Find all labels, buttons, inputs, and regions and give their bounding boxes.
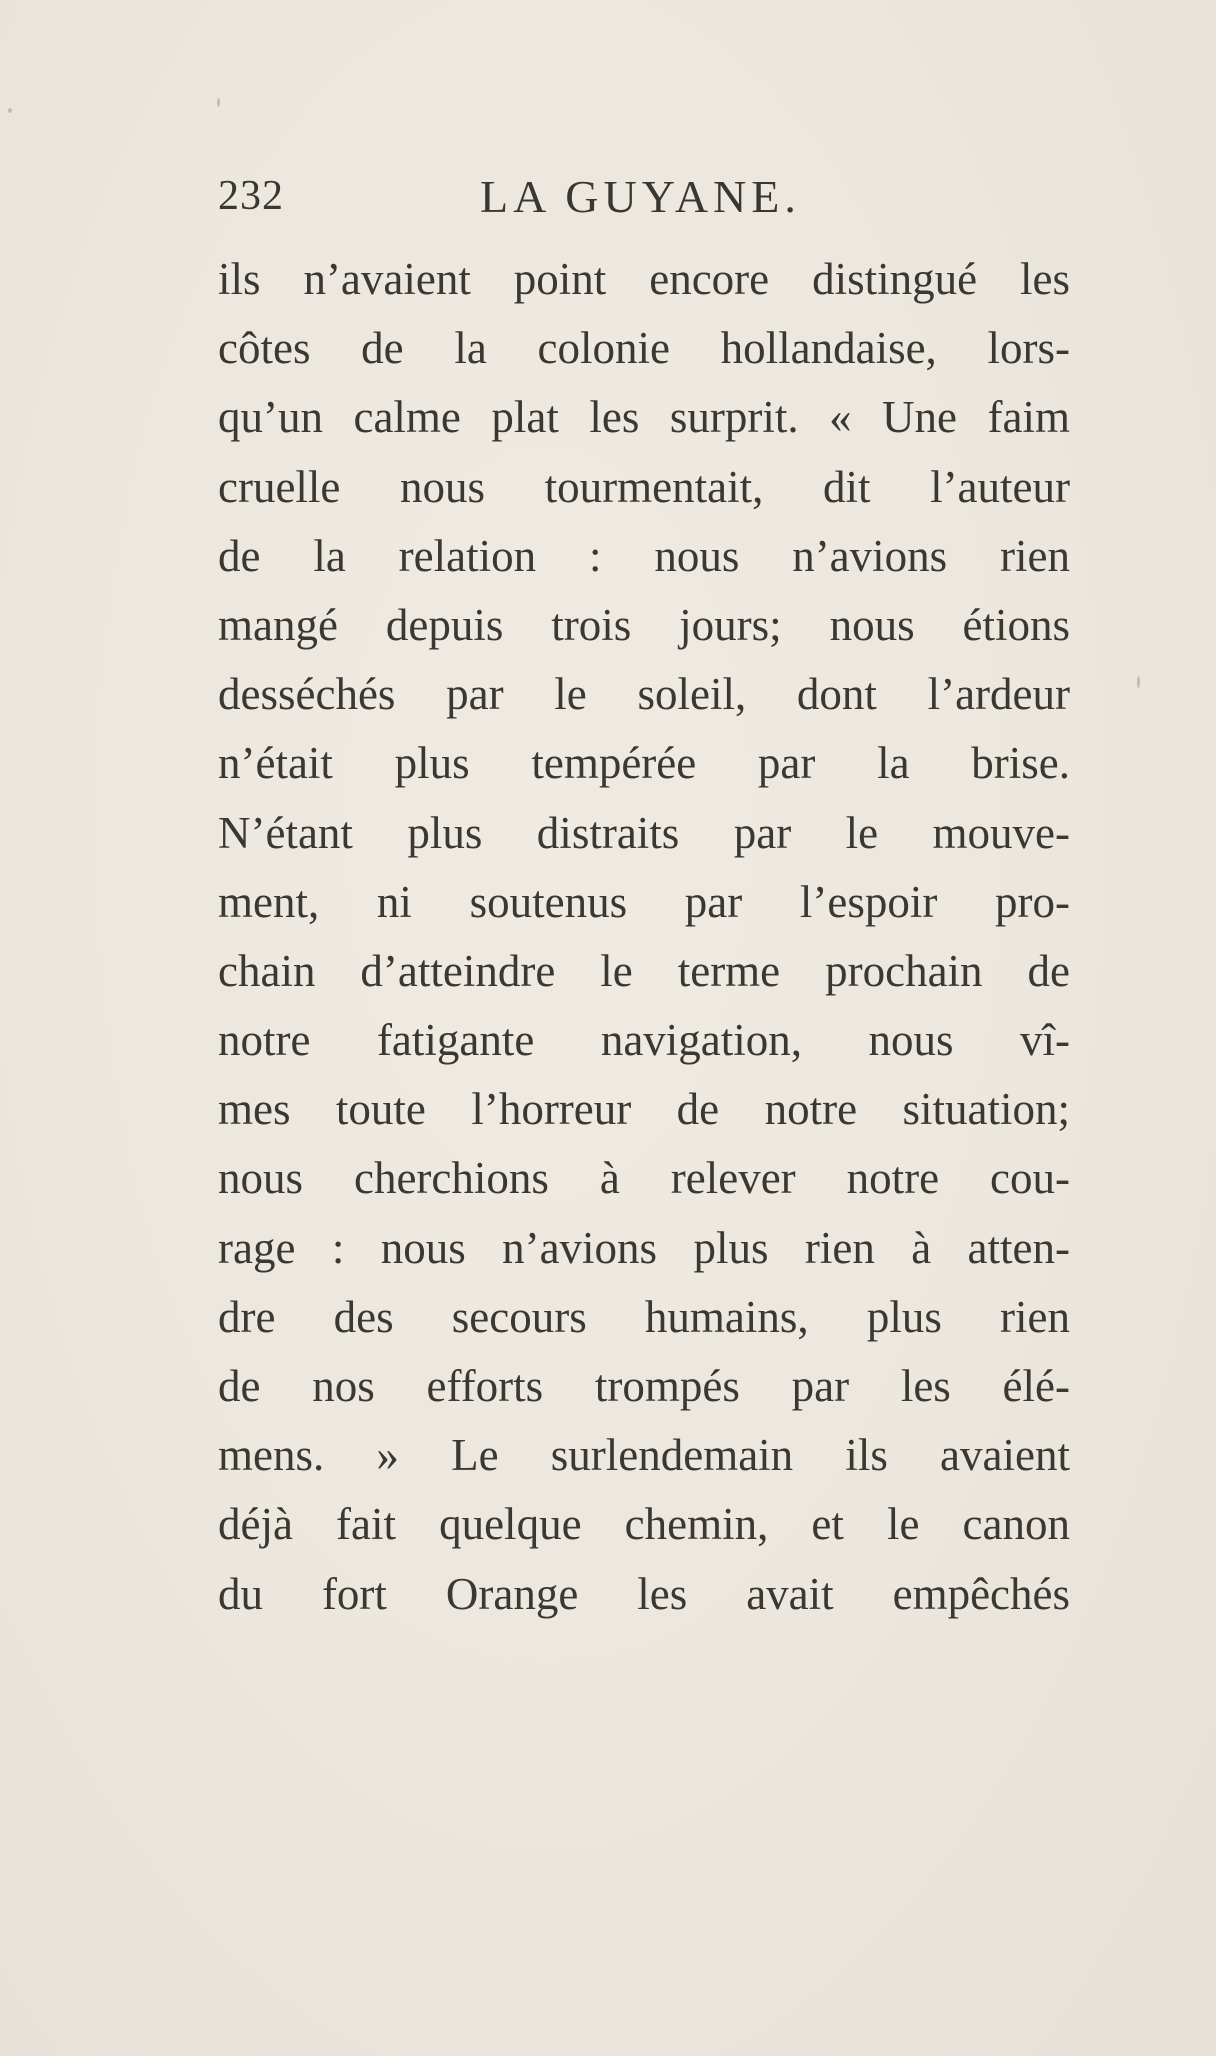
text-line: ment, ni soutenus par l’espoir pro- [218, 876, 1070, 927]
text-line: mens. » Le surlendemain ils avaient [218, 1430, 1070, 1481]
text-line: rage : nous n’avions plus rien à atten- [218, 1222, 1070, 1273]
text-line: chain d’atteindre le terme prochain de [218, 945, 1070, 996]
text-line: côtes de la colonie hollandaise, lors- [218, 323, 1070, 374]
text-line: mes toute l’horreur de notre situation; [218, 1084, 1070, 1135]
text-line: de nos efforts trompés par les élé- [218, 1361, 1070, 1411]
paper-speck [1137, 676, 1140, 688]
text-line: n’était plus tempérée par la brise. [218, 738, 1070, 789]
body-text [218, 245, 1070, 1629]
page-number: 232 [218, 173, 284, 219]
text-line: nous cherchions à relever notre cou- [218, 1153, 1070, 1204]
paper-speck [217, 98, 220, 107]
paper-speck [8, 108, 12, 113]
text-line: de la relation : nous n’avions rien [218, 530, 1070, 581]
text-line: dre des secours humains, plus rien [218, 1291, 1070, 1342]
text-line: desséchés par le soleil, dont l’ardeur [218, 669, 1070, 720]
text-line: déjà fait quelque chemin, et le canon [218, 1499, 1070, 1550]
text-line: ils n’avaient point encore distingué les [218, 254, 1070, 304]
text-line: cruelle nous tourmentait, dit l’auteur [218, 461, 1070, 512]
text-line: qu’un calme plat les surprit. « Une faim [218, 392, 1070, 443]
text-line: mangé depuis trois jours; nous étions [218, 599, 1070, 650]
running-title: LA GUYANE. [480, 171, 801, 222]
text-line: notre fatigante navigation, nous vî- [218, 1015, 1070, 1066]
running-header [218, 170, 838, 230]
text-line: du fort Orange les avait empêchés [218, 1568, 1070, 1619]
text-line: N’étant plus distraits par le mouve- [218, 807, 1070, 858]
